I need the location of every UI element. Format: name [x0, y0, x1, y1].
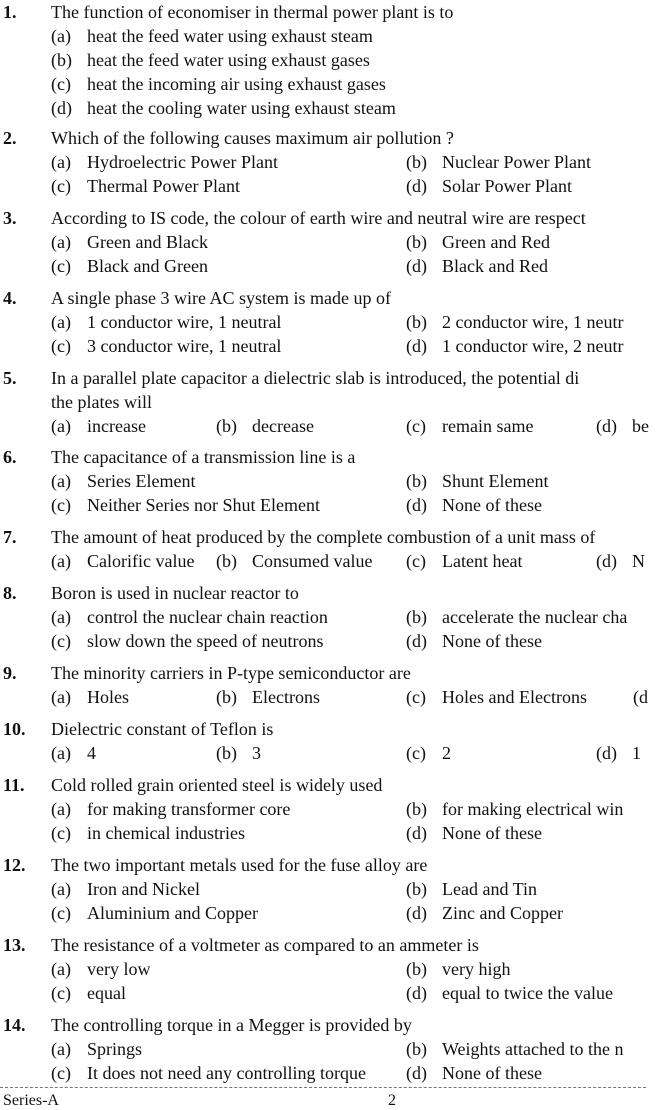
option-text: accelerate the nuclear cha: [442, 607, 628, 627]
option-b: [216, 414, 314, 438]
option-c: [51, 821, 245, 845]
option-text: N: [632, 551, 645, 571]
option-label: (d: [633, 687, 648, 707]
question-text: The capacitance of a transmission line is a: [51, 447, 356, 467]
option-d: [406, 629, 542, 653]
option-a: [51, 685, 129, 709]
option-d: [406, 334, 623, 358]
option-label: (b): [406, 879, 427, 899]
footer-series: Series-A: [3, 1092, 59, 1109]
option-label: (c): [406, 416, 426, 436]
option-text: increase: [87, 416, 146, 436]
option-c: [51, 334, 281, 358]
question-number: 1.: [3, 2, 17, 22]
option-text: very low: [87, 959, 151, 979]
option-c: [51, 72, 386, 96]
option-label: (b): [216, 687, 237, 707]
option-label: (c): [51, 823, 71, 843]
question-number: 7.: [3, 527, 17, 547]
option-b: [406, 150, 591, 174]
option-a: [51, 24, 373, 48]
option-text: equal: [87, 983, 126, 1003]
option-text: Aluminium and Copper: [87, 903, 258, 923]
option-label: (c): [406, 743, 426, 763]
option-text: Weights attached to the n: [442, 1039, 624, 1059]
option-c: [51, 174, 240, 198]
option-text: None of these: [442, 495, 542, 515]
question-number: 10.: [3, 719, 26, 739]
option-text: None of these: [442, 1063, 542, 1083]
option-text: Black and Red: [442, 256, 548, 276]
option-label: (c): [51, 631, 71, 651]
option-a: [51, 957, 150, 981]
question-number: 3.: [3, 208, 17, 228]
page-number: 2: [388, 1092, 396, 1109]
question-number: 12.: [3, 855, 26, 875]
option-a: [51, 310, 281, 334]
option-text: Series Element: [87, 471, 196, 491]
option-text: None of these: [442, 631, 542, 651]
option-b: [216, 685, 320, 709]
option-text: Springs: [87, 1039, 143, 1059]
option-text: for making electrical win: [442, 799, 624, 819]
option-c: [51, 1061, 366, 1085]
option-text: Green and Red: [442, 232, 550, 252]
option-label: (b): [406, 607, 427, 627]
option-label: (b): [216, 743, 237, 763]
option-c: [406, 685, 587, 709]
question-text: The amount of heat produced by the complete combustion of a unit mass of: [51, 527, 596, 547]
option-c: [51, 493, 320, 517]
question-text: A single phase 3 wire AC system is made up of: [51, 288, 391, 308]
option-label: (b): [216, 416, 237, 436]
option-label: (b): [406, 471, 427, 491]
option-label: (d): [406, 823, 427, 843]
option-text: None of these: [442, 823, 542, 843]
option-text: heat the feed water using exhaust steam: [87, 26, 373, 46]
question-text: Which of the following causes maximum air pollution ?: [51, 128, 454, 148]
option-label: (c): [51, 336, 71, 356]
option-label: (a): [51, 312, 71, 332]
option-label: (b): [406, 312, 427, 332]
option-text: Holes and Electrons: [442, 687, 587, 707]
option-label: (a): [51, 799, 71, 819]
option-text: very high: [442, 959, 511, 979]
question-number: 14.: [3, 1015, 26, 1035]
question-text: The function of economiser in thermal power plant is to: [51, 2, 454, 22]
option-text: 2: [442, 743, 451, 763]
option-label: (a): [51, 1039, 71, 1059]
option-text: in chemical industries: [87, 823, 245, 843]
option-text: Neither Series nor Shut Element: [87, 495, 320, 515]
question-number: 6.: [3, 447, 17, 467]
option-label: (a): [51, 879, 71, 899]
option-text: be: [632, 416, 649, 436]
option-b: [216, 549, 372, 573]
option-text: 1: [632, 743, 641, 763]
option-b: [406, 957, 510, 981]
option-label: (b): [406, 799, 427, 819]
option-text: Solar Power Plant: [442, 176, 572, 196]
option-d: [406, 1061, 542, 1085]
option-label: (a): [51, 232, 71, 252]
question-number: 2.: [3, 128, 17, 148]
option-c: [406, 414, 533, 438]
option-label: (a): [51, 743, 71, 763]
question-text: The two important metals used for the fuse alloy are: [51, 855, 428, 875]
option-text: equal to twice the value: [442, 983, 613, 1003]
question-number: 8.: [3, 583, 17, 603]
option-label: (b): [406, 152, 427, 172]
option-d: [406, 174, 572, 198]
option-d: [596, 414, 649, 438]
option-a: [51, 605, 328, 629]
option-a: [51, 150, 278, 174]
option-text: Black and Green: [87, 256, 208, 276]
option-label: (c): [51, 495, 71, 515]
option-label: (b): [406, 1039, 427, 1059]
option-text: Zinc and Copper: [442, 903, 563, 923]
option-label: (d): [406, 1063, 427, 1083]
option-text: slow down the speed of neutrons: [87, 631, 324, 651]
option-label: (d): [406, 256, 427, 276]
option-text: 3 conductor wire, 1 neutral: [87, 336, 282, 356]
option-d: [51, 96, 396, 120]
option-label: (c): [51, 983, 71, 1003]
option-d: [596, 741, 641, 765]
option-label: (d): [406, 631, 427, 651]
option-label: (c): [51, 1063, 71, 1083]
option-label: (d): [51, 98, 72, 118]
option-text: 1 conductor wire, 1 neutral: [87, 312, 282, 332]
question-number: 4.: [3, 288, 17, 308]
option-text: for making transformer core: [87, 799, 291, 819]
option-c: [51, 629, 323, 653]
option-text: heat the feed water using exhaust gases: [87, 50, 370, 70]
option-d: [633, 685, 669, 709]
option-label: (a): [51, 959, 71, 979]
option-text: remain same: [442, 416, 534, 436]
option-text: decrease: [252, 416, 314, 436]
option-label: (c): [51, 903, 71, 923]
option-label: (d): [406, 983, 427, 1003]
option-label: (b): [406, 959, 427, 979]
option-d: [406, 821, 542, 845]
option-label: (a): [51, 416, 71, 436]
option-label: (a): [51, 687, 71, 707]
option-label: (a): [51, 551, 71, 571]
option-label: (d): [596, 743, 617, 763]
option-text: Thermal Power Plant: [87, 176, 240, 196]
option-label: (c): [406, 551, 426, 571]
option-a: [51, 230, 208, 254]
option-label: (d): [406, 176, 427, 196]
question-text: The minority carriers in P-type semiconductor are: [51, 663, 411, 683]
option-label: (c): [406, 687, 426, 707]
option-b: [406, 605, 627, 629]
footer-divider: [0, 1087, 646, 1088]
option-text: Holes: [87, 687, 129, 707]
option-text: Shunt Element: [442, 471, 549, 491]
option-c: [406, 549, 522, 573]
option-label: (c): [51, 176, 71, 196]
option-text: Lead and Tin: [442, 879, 538, 899]
option-a: [51, 797, 290, 821]
option-d: [406, 254, 548, 278]
question-text: Boron is used in nuclear reactor to: [51, 583, 299, 603]
option-d: [406, 981, 613, 1005]
question-text: The resistance of a voltmeter as compared to an ammeter is: [51, 935, 479, 955]
option-b: [216, 741, 261, 765]
option-text: 3: [252, 743, 261, 763]
option-c: [51, 981, 126, 1005]
option-text: Latent heat: [442, 551, 523, 571]
option-b: [51, 48, 370, 72]
option-b: [406, 230, 550, 254]
option-text: 1 conductor wire, 2 neutr: [442, 336, 624, 356]
option-label: (a): [51, 26, 71, 46]
option-d: [406, 493, 542, 517]
option-a: [51, 549, 194, 573]
option-label: (b): [51, 50, 72, 70]
option-text: control the nuclear chain reaction: [87, 607, 328, 627]
option-label: (c): [51, 74, 71, 94]
option-text: Iron and Nickel: [87, 879, 200, 899]
question-text: According to IS code, the colour of earth wire and neutral wire are respect: [51, 208, 586, 228]
option-text: 4: [87, 743, 96, 763]
option-label: (d): [596, 551, 617, 571]
option-c: [51, 254, 208, 278]
option-b: [406, 469, 549, 493]
option-label: (c): [51, 256, 71, 276]
option-d: [596, 549, 645, 573]
option-label: (b): [216, 551, 237, 571]
question-number: 9.: [3, 663, 17, 683]
question-text: Dielectric constant of Teflon is: [51, 719, 274, 739]
question-number: 13.: [3, 935, 26, 955]
option-text: Green and Black: [87, 232, 208, 252]
option-d: [406, 901, 563, 925]
question-number: 5.: [3, 368, 17, 388]
option-text: It does not need any controlling torque: [87, 1063, 366, 1083]
option-b: [406, 310, 623, 334]
option-text: heat the cooling water using exhaust steam: [87, 98, 396, 118]
question-number: 11.: [3, 775, 25, 795]
option-label: (d): [406, 336, 427, 356]
question-text: In a parallel plate capacitor a dielectric slab is introduced, the potential di: [51, 368, 580, 388]
option-a: [51, 877, 200, 901]
option-a: [51, 469, 195, 493]
question-text: the plates will: [51, 392, 152, 412]
option-label: (a): [51, 152, 71, 172]
option-c: [51, 901, 258, 925]
question-text: The controlling torque in a Megger is provided by: [51, 1015, 412, 1035]
option-a: [51, 741, 96, 765]
option-b: [406, 1037, 624, 1061]
option-label: (d): [596, 416, 617, 436]
option-text: Calorific value: [87, 551, 195, 571]
option-text: Electrons: [252, 687, 320, 707]
option-label: (a): [51, 471, 71, 491]
option-text: Consumed value: [252, 551, 373, 571]
option-c: [406, 741, 451, 765]
option-b: [406, 797, 623, 821]
option-text: Hydroelectric Power Plant: [87, 152, 278, 172]
option-label: (b): [406, 232, 427, 252]
option-label: (a): [51, 607, 71, 627]
option-text: 2 conductor wire, 1 neutr: [442, 312, 624, 332]
option-label: (d): [406, 495, 427, 515]
option-text: Nuclear Power Plant: [442, 152, 591, 172]
option-a: [51, 414, 146, 438]
option-a: [51, 1037, 142, 1061]
option-b: [406, 877, 537, 901]
question-text: Cold rolled grain oriented steel is widely used: [51, 775, 383, 795]
option-label: (d): [406, 903, 427, 923]
option-text: heat the incoming air using exhaust gases: [87, 74, 386, 94]
